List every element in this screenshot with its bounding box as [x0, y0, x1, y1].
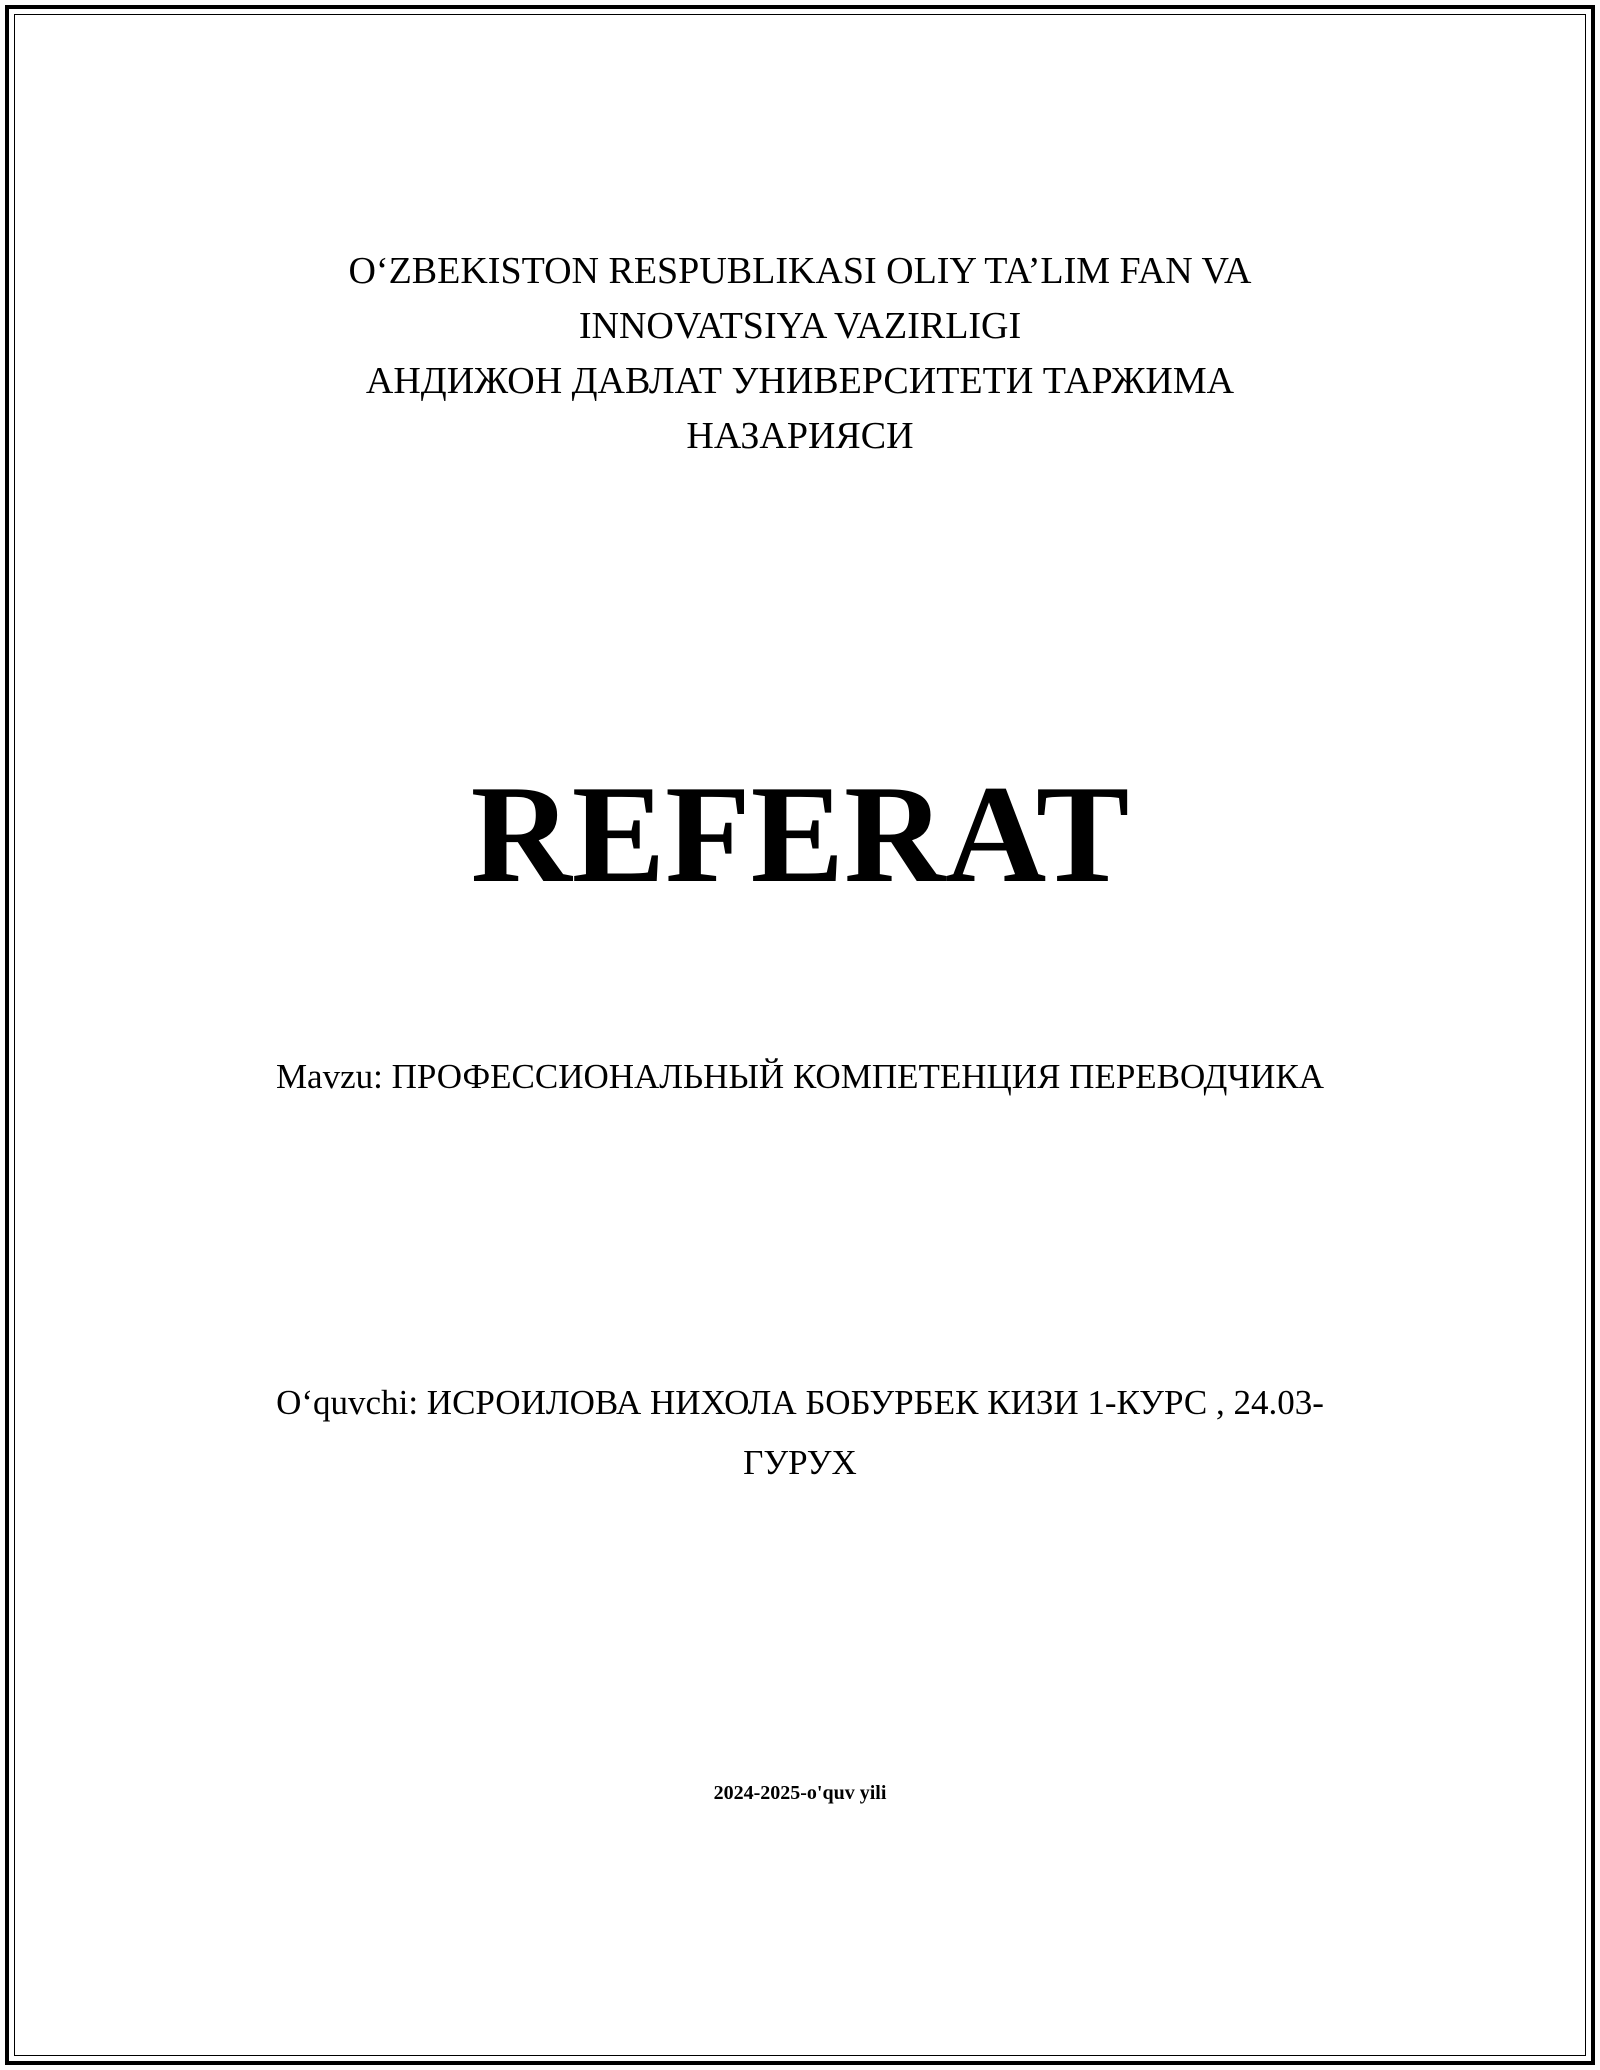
header-line: O‘ZBEKISTON RESPUBLIKASI OLIY TA’LIM FAN VA [348, 250, 1252, 292]
institution-header [0, 244, 1600, 464]
student-info [0, 1373, 1600, 1493]
header-line: АНДИЖОН ДАВЛАТ УНИВЕРСИТЕТИ ТАРЖИМА [365, 360, 1235, 402]
topic-line: Mavzu: ПРОФЕССИОНАЛЬНЫЙ КОМПЕТЕНЦИЯ ПЕРЕВОДЧИКА [275, 1057, 1325, 1096]
student-info-text: O‘quvchi: ИСРОИЛОВА НИХОЛА БОБУРБЕК КИЗИ 1-КУРС , 24.03-ГУРУХ [276, 1383, 1324, 1482]
header-line: НАЗАРИЯСИ [686, 415, 914, 457]
header-line: INNOVATSIYA VAZIRLIGI [578, 305, 1022, 347]
academic-year: 2024-2025-o'quv yili [713, 1782, 887, 1804]
document-title: REFERAT [470, 757, 1130, 912]
